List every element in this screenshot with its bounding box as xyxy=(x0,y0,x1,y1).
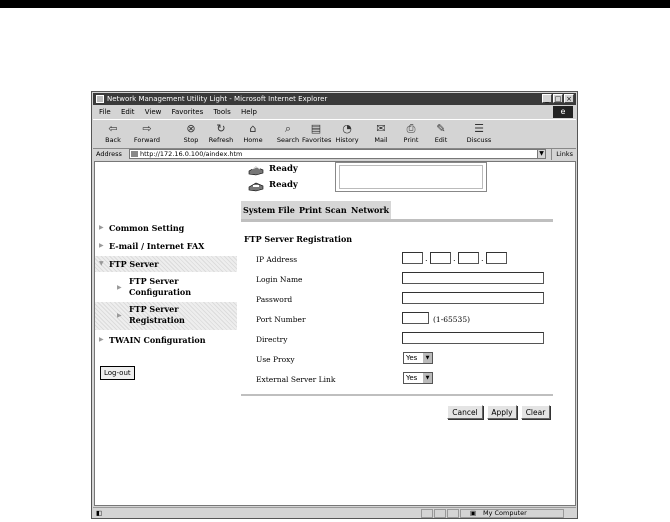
page-content xyxy=(94,161,576,506)
status-bar xyxy=(93,507,576,519)
sidebar-item-label-line2: Configuration xyxy=(129,287,192,297)
maximize-button[interactable]: □ xyxy=(554,95,562,103)
menu-tools[interactable]: Tools xyxy=(213,108,231,116)
sidebar-item-label: FTP Server xyxy=(109,259,159,269)
back-label: Back xyxy=(105,136,121,144)
forward-label: Forward xyxy=(133,136,161,144)
address-url: http://172.16.0.100/aindex.htm xyxy=(140,150,243,158)
ip-separator: . xyxy=(425,254,428,263)
message-box xyxy=(335,162,487,192)
forward-arrow-icon: ⇨ xyxy=(142,122,152,135)
document-top-bar xyxy=(0,0,670,8)
menu-edit[interactable]: Edit xyxy=(120,108,135,116)
printer-status-icon xyxy=(248,166,264,176)
use-proxy-select[interactable] xyxy=(403,352,433,364)
status-segment xyxy=(447,509,459,518)
scanner-status-text: Ready xyxy=(269,180,298,190)
favorites-label: Favorites xyxy=(302,136,332,144)
window-title: Network Management Utility Light - Microsoft Internet Explorer xyxy=(107,95,328,103)
ie-app-icon xyxy=(96,95,104,103)
arrow-right-icon: ▶ xyxy=(117,312,122,319)
tab-scan[interactable]: Scan xyxy=(323,201,349,219)
mail-icon: ✉ xyxy=(376,122,386,135)
back-arrow-icon: ⇦ xyxy=(108,122,118,135)
directory-field[interactable] xyxy=(402,332,544,344)
menu-view[interactable]: View xyxy=(144,108,162,116)
mail-label: Mail xyxy=(374,136,388,144)
printer-status-text: Ready xyxy=(269,164,298,174)
directory-label: Directry xyxy=(256,335,288,344)
sidebar-item-label: TWAIN Configuration xyxy=(109,335,206,345)
sidebar-item-email-fax[interactable] xyxy=(95,238,237,254)
address-input[interactable] xyxy=(129,149,539,159)
address-bar xyxy=(93,148,576,160)
back-button[interactable] xyxy=(99,122,127,144)
password-field[interactable] xyxy=(402,292,544,304)
address-label: Address xyxy=(96,150,122,158)
page-icon xyxy=(131,151,138,157)
sidebar-item-ftp-server-configuration[interactable] xyxy=(95,274,237,302)
chevron-down-icon: ▼ xyxy=(539,150,544,157)
clear-button[interactable]: Clear xyxy=(521,405,550,419)
tab-network[interactable]: Network xyxy=(349,201,391,219)
ip-octet-4-field[interactable] xyxy=(486,252,507,264)
use-proxy-label: Use Proxy xyxy=(256,355,295,364)
arrow-right-icon: ▶ xyxy=(99,224,104,231)
arrow-down-icon: ▼ xyxy=(99,260,104,267)
search-label: Search xyxy=(276,136,300,144)
arrow-right-icon: ▶ xyxy=(99,336,104,343)
ip-separator: . xyxy=(453,254,456,263)
scanner-status-icon xyxy=(248,182,264,192)
mail-button[interactable] xyxy=(367,122,395,144)
home-label: Home xyxy=(243,136,263,144)
form-divider xyxy=(241,394,553,396)
ip-address-label: IP Address xyxy=(256,255,298,264)
sidebar-item-label: E-mail / Internet FAX xyxy=(109,241,205,251)
ip-separator: . xyxy=(481,254,484,263)
sidebar-item-label-line1: FTP Server xyxy=(129,304,179,314)
port-number-hint: (1-65535) xyxy=(433,315,471,324)
edit-label: Edit xyxy=(434,136,448,144)
sidebar-item-common-setting[interactable] xyxy=(95,220,237,236)
arrow-right-icon: ▶ xyxy=(99,242,104,249)
arrow-right-icon: ▶ xyxy=(117,284,122,291)
edit-icon: ✎ xyxy=(436,122,446,135)
stop-icon: ⊗ xyxy=(186,122,196,135)
browser-window xyxy=(91,91,578,519)
print-button[interactable] xyxy=(397,122,425,144)
form-title: FTP Server Registration xyxy=(244,234,353,244)
menu-favorites[interactable]: Favorites xyxy=(171,108,204,116)
chevron-down-icon: ▼ xyxy=(423,353,432,363)
sidebar-item-label-line1: FTP Server xyxy=(129,276,179,286)
history-icon: ◔ xyxy=(342,122,352,135)
ie-throbber-icon: e xyxy=(553,106,573,118)
discuss-icon: ☰ xyxy=(474,122,484,135)
tab-print[interactable]: Print xyxy=(297,201,324,219)
status-segment xyxy=(421,509,433,518)
sidebar-item-ftp-server[interactable] xyxy=(95,256,237,272)
login-name-field[interactable] xyxy=(402,272,544,284)
port-number-field[interactable] xyxy=(402,312,429,324)
ip-octet-3-field[interactable] xyxy=(458,252,479,264)
search-icon: ⌕ xyxy=(284,122,292,135)
status-segment xyxy=(434,509,446,518)
sidebar-item-ftp-server-registration[interactable] xyxy=(95,302,237,330)
refresh-label: Refresh xyxy=(208,136,234,144)
password-label: Password xyxy=(256,295,293,304)
tab-file[interactable]: File xyxy=(276,201,297,219)
computer-icon: ▣ xyxy=(470,509,477,517)
message-box-inner xyxy=(339,165,483,189)
title-bar xyxy=(93,93,576,105)
print-icon: ⎙ xyxy=(406,122,416,135)
sidebar-item-label-line2: Registration xyxy=(129,315,185,325)
ip-octet-2-field[interactable] xyxy=(430,252,451,264)
minimize-button[interactable]: _ xyxy=(542,94,552,103)
window-controls xyxy=(542,94,574,103)
home-icon: ⌂ xyxy=(249,122,257,135)
print-label: Print xyxy=(403,136,419,144)
favorites-icon: ▤ xyxy=(310,122,322,135)
use-proxy-value: Yes xyxy=(406,354,418,362)
external-server-link-select[interactable] xyxy=(403,372,433,384)
page-status-icon: ◧ xyxy=(96,509,103,517)
apply-button[interactable]: Apply xyxy=(487,405,517,419)
cancel-button[interactable]: Cancel xyxy=(447,405,483,419)
menu-help[interactable]: Help xyxy=(240,108,257,116)
edit-button[interactable] xyxy=(427,122,455,144)
menu-bar xyxy=(93,106,576,118)
menu-file[interactable]: File xyxy=(99,108,111,116)
history-button[interactable] xyxy=(333,122,361,144)
port-number-label: Port Number xyxy=(256,315,306,324)
address-dropdown-button[interactable] xyxy=(537,149,546,159)
home-button[interactable] xyxy=(239,122,267,144)
sidebar-item-label: Common Setting xyxy=(109,223,185,233)
links-button[interactable]: Links xyxy=(551,148,573,160)
close-button[interactable]: × xyxy=(564,94,574,103)
favorites-button[interactable] xyxy=(302,122,330,144)
browser-toolbar xyxy=(93,119,576,149)
tab-system[interactable]: System xyxy=(241,201,277,219)
discuss-label: Discuss xyxy=(466,136,492,144)
refresh-button[interactable] xyxy=(207,122,235,144)
discuss-button[interactable] xyxy=(465,122,493,144)
forward-button[interactable] xyxy=(133,122,161,144)
external-server-link-value: Yes xyxy=(406,374,418,382)
external-server-link-label: External Server Link xyxy=(256,375,336,384)
stop-button[interactable] xyxy=(177,122,205,144)
history-label: History xyxy=(335,136,359,144)
logout-button[interactable]: Log-out xyxy=(100,366,135,380)
login-name-label: Login Name xyxy=(256,275,303,284)
refresh-icon: ↻ xyxy=(216,122,226,135)
zone-label: My Computer xyxy=(483,509,527,517)
stop-label: Stop xyxy=(183,136,199,144)
tab-bar xyxy=(241,201,553,222)
ip-octet-1-field[interactable] xyxy=(402,252,423,264)
chevron-down-icon: ▼ xyxy=(423,373,432,383)
sidebar-item-twain-configuration[interactable] xyxy=(95,332,237,348)
search-button[interactable] xyxy=(274,122,302,144)
